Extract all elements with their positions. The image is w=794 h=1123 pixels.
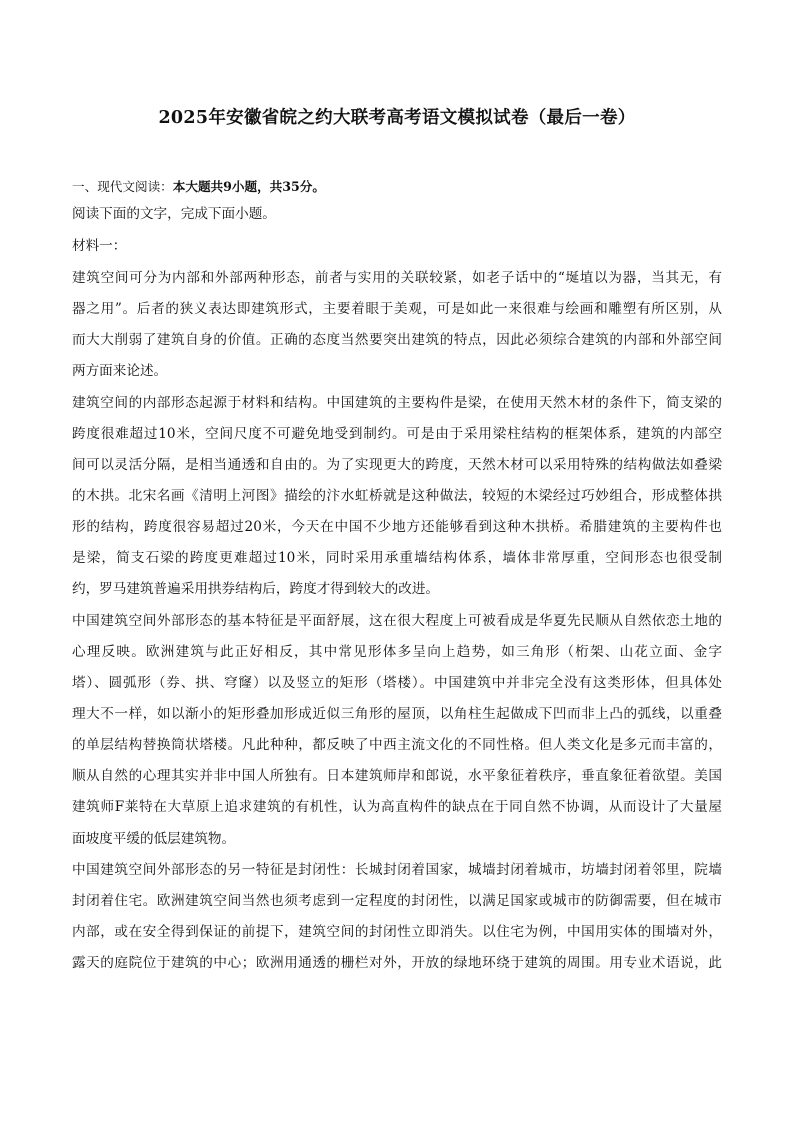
section-heading bbox=[72, 176, 325, 195]
passage-line: 中国建筑空间外部形态的另一特征是封闭性：长城封闭着国家，城墙封闭着城市，坊墙封闭着邻里，院墙 bbox=[72, 862, 722, 878]
passage-line: 建筑师F莱特在大草原上追求建筑的有机性，认为高直构件的缺点在于同自然不协调，从而设计了大量屋 bbox=[72, 799, 722, 815]
passage-line: 封闭着住宅。欧洲建筑空间当然也须考虑到一定程度的封闭性，以满足国家或城市的防御需要，但在城市 bbox=[72, 893, 722, 909]
section-heading-detail: 本大题共9小题，共35分。 bbox=[172, 179, 325, 194]
passage-line: 的木拱。北宋名画《清明上河图》描绘的汴水虹桥就是这种做法，较短的木梁经过巧妙组合，形成整体拱 bbox=[72, 488, 722, 504]
passage-line: 心理反映。欧洲建筑与此正好相反，其中常见形体多呈向上趋势，如三角形（桁架、山花立面、金字 bbox=[72, 644, 722, 660]
passage-line: 顺从自然的心理其实并非中国人所独有。日本建筑师岸和郎说，水平象征着秩序，垂直象征着欲望。美国 bbox=[72, 768, 722, 784]
passage-line: 是梁，简支石梁的跨度更难超过10米，同时采用承重墙结构体系，墙体非常厚重，空间形态也很受制 bbox=[72, 550, 722, 566]
passage-line: 塔）、圆弧形（券、拱、穹窿）以及竖立的矩形（塔楼）。中国建筑中并非完全没有这类形体，但具体处 bbox=[72, 675, 722, 691]
exam-title: 2025年安徽省皖之约大联考高考语文模拟试卷（最后一卷） bbox=[158, 108, 636, 128]
passage-line: 建筑空间的内部形态起源于材料和结构。中国建筑的主要构件是梁，在使用天然木材的条件下，简支梁的 bbox=[72, 395, 722, 411]
passage-line: 跨度很难超过10米，空间尺度不可避免地受到制约。可是由于采用梁柱结构的框架体系，建筑的内部空 bbox=[72, 426, 722, 442]
passage-line: 露天的庭院位于建筑的中心；欧洲用通透的栅栏对外，开放的绿地环绕于建筑的周围。用专业术语说，此 bbox=[72, 955, 722, 971]
passage-line: 而大大削弱了建筑自身的价值。正确的态度当然要突出建筑的特点，因此必须综合建筑的内部和外部空间 bbox=[72, 332, 722, 348]
passage-line: 形的结构，跨度很容易超过20米，今天在中国不少地方还能够看到这种木拱桥。希腊建筑的主要构件也 bbox=[72, 519, 722, 535]
passage-line: 器之用”。后者的狭义表达即建筑形式，主要着眼于美观，可是如此一来很难与绘画和雕塑有所区别，从 bbox=[72, 301, 722, 317]
passage-line: 理大不一样，如以渐小的矩形叠加形成近似三角形的屋顶，以角柱生起做成下凹而非上凸的弧线，以重叠 bbox=[72, 706, 722, 722]
instruction-text: 阅读下面的文字，完成下面小题。 bbox=[72, 206, 276, 222]
passage-line: 约，罗马建筑普遍采用拱券结构后，跨度才得到较大的改进。 bbox=[72, 581, 440, 597]
passage-line: 的单层结构替换筒状塔楼。凡此种种，都反映了中西主流文化的不同性格。但人类文化是多元而丰富的， bbox=[72, 737, 722, 753]
passage-line: 间可以灵活分隔，是相当通透和自由的。为了实现更大的跨度，天然木材可以采用特殊的结构做法如叠梁 bbox=[72, 457, 722, 473]
passage-line: 建筑空间可分为内部和外部两种形态，前者与实用的关联较紧，如老子话中的“埏埴以为器，当其无，有 bbox=[72, 270, 722, 286]
section-heading-lead: 一、现代文阅读： bbox=[72, 179, 173, 194]
passage-line: 中国建筑空间外部形态的基本特征是平面舒展，这在很大程度上可被看成是华夏先民顺从自然依恋土地的 bbox=[72, 613, 722, 629]
passage-line: 面坡度平缓的低层建筑物。 bbox=[72, 831, 236, 847]
material-label: 材料一： bbox=[72, 238, 127, 254]
passage-line: 两方面来论述。 bbox=[72, 363, 168, 379]
passage-line: 内部，或在安全得到保证的前提下，建筑空间的封闭性立即消失。以住宅为例，中国用实体的围墙对外， bbox=[72, 924, 722, 940]
